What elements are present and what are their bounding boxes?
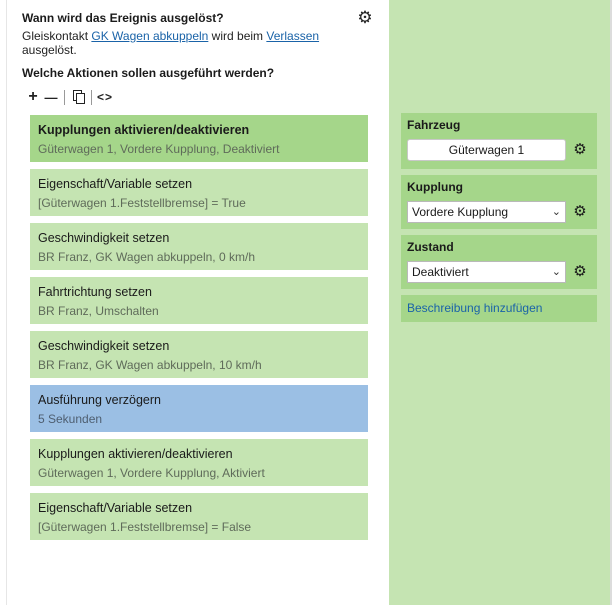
action-subtitle: BR Franz, GK Wagen abkuppeln, 10 km/h (38, 358, 262, 372)
action-item[interactable] (30, 169, 368, 216)
coupling-value: Vordere Kupplung (412, 205, 509, 219)
remove-action-button[interactable]: — (44, 89, 58, 105)
vehicle-select-button[interactable]: Güterwagen 1 (407, 139, 566, 161)
add-action-button[interactable]: + (28, 88, 38, 105)
action-title: Kupplungen aktivieren/deaktivieren (38, 447, 233, 461)
event-link[interactable]: Verlassen (266, 29, 320, 43)
action-title: Geschwindigkeit setzen (38, 339, 170, 353)
trigger-text-suffix: ausgelöst. (22, 43, 77, 57)
action-subtitle: Güterwagen 1, Vordere Kupplung, Aktiviert (38, 466, 265, 480)
trigger-text-middle: wird beim (208, 29, 267, 43)
actions-toolbar (24, 88, 114, 106)
action-item[interactable] (30, 331, 368, 378)
coupling-panel (401, 175, 597, 229)
copy-icon[interactable] (69, 88, 87, 106)
pane-divider (6, 0, 7, 605)
state-panel (401, 235, 597, 289)
action-list (30, 115, 368, 547)
vehicle-panel (401, 113, 597, 169)
action-title: Eigenschaft/Variable setzen (38, 501, 193, 515)
state-label: Zustand (407, 240, 454, 254)
action-item[interactable] (30, 277, 368, 324)
state-value: Deaktiviert (412, 265, 469, 279)
actions-heading: Welche Aktionen sollen ausgeführt werden? (22, 66, 275, 80)
action-title: Fahrtrichtung setzen (38, 285, 152, 299)
toolbar-separator (64, 90, 65, 105)
vehicle-label: Fahrzeug (407, 118, 461, 132)
action-title: Geschwindigkeit setzen (38, 231, 170, 245)
chevron-down-icon: ⌄ (551, 266, 561, 278)
action-subtitle: [Güterwagen 1.Feststellbremse] = False (38, 520, 252, 534)
action-subtitle: [Güterwagen 1.Feststellbremse] = True (38, 196, 246, 210)
action-title: Eigenschaft/Variable setzen (38, 177, 193, 191)
action-title: Ausführung verzögern (38, 393, 161, 407)
action-item[interactable] (30, 493, 368, 540)
action-item[interactable] (30, 385, 368, 432)
trigger-settings-gear-icon[interactable]: ⚙ (357, 8, 373, 27)
contact-link[interactable]: GK Wagen abkuppeln (91, 29, 209, 43)
code-view-button[interactable]: <> (96, 90, 113, 104)
action-subtitle: Güterwagen 1, Vordere Kupplung, Deaktiviert (38, 142, 280, 156)
coupling-gear-icon[interactable]: ⚙ (573, 203, 587, 220)
action-subtitle: BR Franz, GK Wagen abkuppeln, 0 km/h (38, 250, 255, 264)
chevron-down-icon: ⌄ (551, 206, 561, 218)
coupling-dropdown[interactable] (407, 201, 566, 223)
action-item[interactable] (30, 115, 368, 162)
trigger-heading: Wann wird das Ereignis ausgelöst? (22, 11, 224, 25)
toolbar-separator (91, 90, 92, 105)
coupling-label: Kupplung (407, 180, 463, 194)
action-subtitle: 5 Sekunden (38, 412, 103, 426)
state-dropdown[interactable] (407, 261, 566, 283)
action-item[interactable] (30, 439, 368, 486)
trigger-text-prefix: Gleiskontakt (22, 29, 92, 43)
trigger-description (22, 29, 352, 57)
state-gear-icon[interactable]: ⚙ (573, 263, 587, 280)
action-item[interactable] (30, 223, 368, 270)
vehicle-gear-icon[interactable]: ⚙ (573, 141, 587, 158)
action-subtitle: BR Franz, Umschalten (38, 304, 159, 318)
add-description-link[interactable]: Beschreibung hinzufügen (401, 295, 597, 322)
action-title: Kupplungen aktivieren/deaktivieren (38, 123, 250, 137)
